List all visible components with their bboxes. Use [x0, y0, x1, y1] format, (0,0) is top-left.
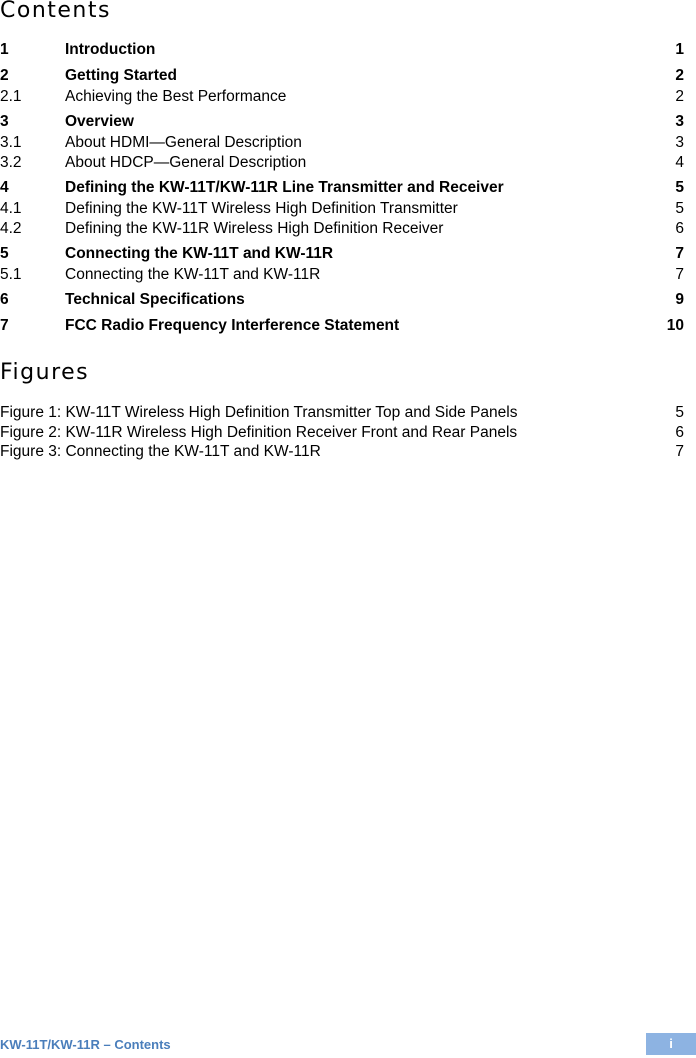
footer-page-number: i [646, 1033, 696, 1055]
footer-running-title: KW-11T/KW-11R – Contents [0, 1037, 171, 1052]
figure-title: Figure 1: KW-11T Wireless High Definition Transmitter Top and Side Panels [0, 404, 518, 421]
figure-title: Figure 2: KW-11R Wireless High Definition Receiver Front and Rear Panels [0, 424, 518, 441]
toc-page: 2 [675, 67, 684, 84]
toc-page: 3 [675, 134, 684, 151]
toc-entry-3-2[interactable] [0, 153, 684, 172]
figures-heading: Figures [0, 360, 90, 385]
toc-number: 5 [0, 245, 9, 262]
toc-page: 5 [675, 200, 684, 217]
figure-page: 7 [675, 443, 684, 460]
toc-number: 3.2 [0, 154, 22, 171]
toc-entry-5-1[interactable] [0, 265, 684, 284]
toc-title: Introduction [65, 41, 156, 58]
figure-title: Figure 3: Connecting the KW-11T and KW-11R [0, 443, 321, 460]
figure-entry-2[interactable] [0, 423, 684, 442]
toc-entry-3[interactable] [0, 112, 684, 131]
toc-number: 2 [0, 67, 9, 84]
toc-title: About HDMI—General Description [65, 134, 302, 151]
toc-title: Defining the KW-11T Wireless High Definition Transmitter [65, 200, 458, 217]
toc-entry-2[interactable] [0, 66, 684, 85]
toc-entry-5[interactable] [0, 244, 684, 263]
toc-number: 4.2 [0, 220, 22, 237]
toc-entry-4-2[interactable] [0, 219, 684, 238]
toc-entry-7[interactable] [0, 316, 684, 335]
figure-page: 5 [675, 404, 684, 421]
toc-page: 10 [666, 317, 684, 334]
toc-entry-3-1[interactable] [0, 133, 684, 152]
toc-entry-4[interactable] [0, 178, 684, 197]
toc-entry-4-1[interactable] [0, 199, 684, 218]
toc-title: Getting Started [65, 67, 177, 84]
toc-page: 4 [675, 154, 684, 171]
toc-entry-6[interactable] [0, 290, 684, 309]
contents-heading: Contents [0, 0, 111, 23]
toc-number: 2.1 [0, 88, 22, 105]
toc-entry-2-1[interactable] [0, 87, 684, 106]
toc-page: 3 [675, 113, 684, 130]
toc-title: Connecting the KW-11T and KW-11R [65, 266, 321, 283]
toc-page: 2 [675, 88, 684, 105]
toc-number: 3 [0, 113, 9, 130]
toc-page: 7 [675, 245, 684, 262]
toc-title: Overview [65, 113, 134, 130]
toc-title: Technical Specifications [65, 291, 245, 308]
figure-entry-3[interactable] [0, 442, 684, 461]
toc-number: 1 [0, 41, 9, 58]
toc-page: 9 [675, 291, 684, 308]
figure-page: 6 [675, 424, 684, 441]
toc-page: 1 [675, 41, 684, 58]
toc-title: Connecting the KW-11T and KW-11R [65, 245, 334, 262]
toc-number: 3.1 [0, 134, 22, 151]
toc-title: Defining the KW-11R Wireless High Definition Receiver [65, 220, 444, 237]
toc-number: 4 [0, 179, 9, 196]
figure-entry-1[interactable] [0, 403, 684, 422]
toc-number: 7 [0, 317, 9, 334]
toc-page: 7 [675, 266, 684, 283]
toc-title: Defining the KW-11T/KW-11R Line Transmitter and Receiver [65, 179, 504, 196]
toc-title: Achieving the Best Performance [65, 88, 287, 105]
toc-page: 6 [675, 220, 684, 237]
toc-title: FCC Radio Frequency Interference Statement [65, 317, 400, 334]
toc-entry-1[interactable] [0, 40, 684, 59]
toc-number: 5.1 [0, 266, 22, 283]
toc-number: 4.1 [0, 200, 22, 217]
toc-number: 6 [0, 291, 9, 308]
toc-title: About HDCP—General Description [65, 154, 307, 171]
toc-page: 5 [675, 179, 684, 196]
